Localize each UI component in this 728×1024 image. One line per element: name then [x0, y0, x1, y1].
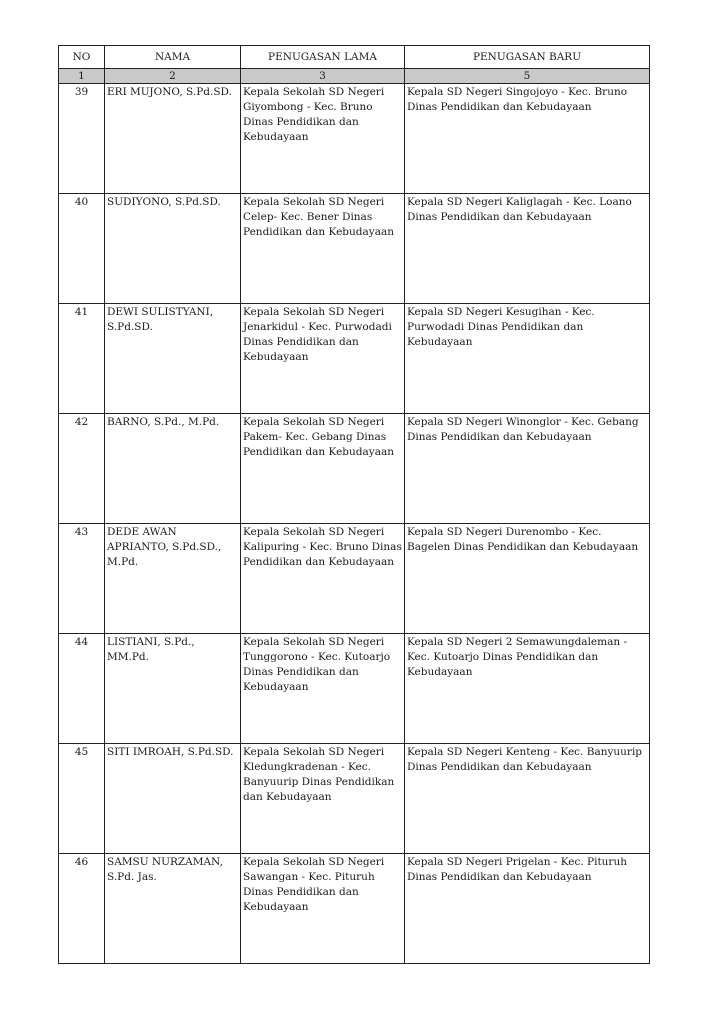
index-cell: 2 [105, 69, 241, 84]
row-penugasan-baru: Kepala SD Negeri Winonglor - Kec. Gebang Dinas Pendidikan dan Kebudayaan [405, 414, 650, 524]
row-number: 42 [59, 414, 105, 524]
row-number: 45 [59, 744, 105, 854]
table-row [59, 744, 650, 854]
column-index-row [59, 69, 650, 84]
row-nama: SUDIYONO, S.Pd.SD. [105, 194, 241, 304]
row-penugasan-lama: Kepala Sekolah SD Negeri Kalipuring - Kec. Bruno Dinas Pendidikan dan Kebudayaan [241, 524, 405, 634]
header-penugasan-baru: PENUGASAN BARU [405, 46, 650, 69]
row-nama: ERI MUJONO, S.Pd.SD. [105, 84, 241, 194]
row-nama: SAMSU NURZAMAN, S.Pd. Jas. [105, 854, 241, 964]
row-nama: LISTIANI, S.Pd., MM.Pd. [105, 634, 241, 744]
row-penugasan-baru: Kepala SD Negeri Kenteng - Kec. Banyuurip Dinas Pendidikan dan Kebudayaan [405, 744, 650, 854]
row-penugasan-baru: Kepala SD Negeri Kaliglagah - Kec. Loano Dinas Pendidikan dan Kebudayaan [405, 194, 650, 304]
row-number: 44 [59, 634, 105, 744]
row-nama: SITI IMROAH, S.Pd.SD. [105, 744, 241, 854]
row-penugasan-lama: Kepala Sekolah SD Negeri Jenarkidul - Kec. Purwodadi Dinas Pendidikan dan Kebudayaan [241, 304, 405, 414]
table-row [59, 634, 650, 744]
index-cell: 1 [59, 69, 105, 84]
row-penugasan-lama: Kepala Sekolah SD Negeri Celep- Kec. Bener Dinas Pendidikan dan Kebudayaan [241, 194, 405, 304]
row-penugasan-baru: Kepala SD Negeri Prigelan - Kec. Pituruh Dinas Pendidikan dan Kebudayaan [405, 854, 650, 964]
row-penugasan-baru: Kepala SD Negeri Singojoyo - Kec. Bruno Dinas Pendidikan dan Kebudayaan [405, 84, 650, 194]
row-penugasan-baru: Kepala SD Negeri Kesugihan - Kec. Purwodadi Dinas Pendidikan dan Kebudayaan [405, 304, 650, 414]
index-cell: 3 [241, 69, 405, 84]
row-nama: DEDE AWAN APRIANTO, S.Pd.SD., M.Pd. [105, 524, 241, 634]
header-nama: NAMA [105, 46, 241, 69]
header-no: NO [59, 46, 105, 69]
table-row [59, 854, 650, 964]
row-penugasan-lama: Kepala Sekolah SD Negeri Pakem- Kec. Gebang Dinas Pendidikan dan Kebudayaan [241, 414, 405, 524]
header-penugasan-lama: PENUGASAN LAMA [241, 46, 405, 69]
row-nama: BARNO, S.Pd., M.Pd. [105, 414, 241, 524]
table-row [59, 194, 650, 304]
row-nama: DEWI SULISTYANI, S.Pd.SD. [105, 304, 241, 414]
row-number: 43 [59, 524, 105, 634]
index-cell: 5 [405, 69, 650, 84]
table-header-row [59, 46, 650, 69]
row-penugasan-lama: Kepala Sekolah SD Negeri Kledungkradenan - Kec. Banyuurip Dinas Pendidikan dan Kebudayaan [241, 744, 405, 854]
row-penugasan-lama: Kepala Sekolah SD Negeri Tunggorono - Kec. Kutoarjo Dinas Pendidikan dan Kebudayaan [241, 634, 405, 744]
table-row [59, 524, 650, 634]
row-number: 41 [59, 304, 105, 414]
assignment-table [58, 45, 650, 964]
row-number: 40 [59, 194, 105, 304]
row-number: 46 [59, 854, 105, 964]
row-number: 39 [59, 84, 105, 194]
table-row [59, 84, 650, 194]
table-row [59, 414, 650, 524]
table-row [59, 304, 650, 414]
row-penugasan-baru: Kepala SD Negeri 2 Semawungdaleman - Kec. Kutoarjo Dinas Pendidikan dan Kebudayaan [405, 634, 650, 744]
row-penugasan-baru: Kepala SD Negeri Durenombo - Kec. Bagelen Dinas Pendidikan dan Kebudayaan [405, 524, 650, 634]
row-penugasan-lama: Kepala Sekolah SD Negeri Giyombong - Kec. Bruno Dinas Pendidikan dan Kebudayaan [241, 84, 405, 194]
row-penugasan-lama: Kepala Sekolah SD Negeri Sawangan - Kec. Pituruh Dinas Pendidikan dan Kebudayaan [241, 854, 405, 964]
